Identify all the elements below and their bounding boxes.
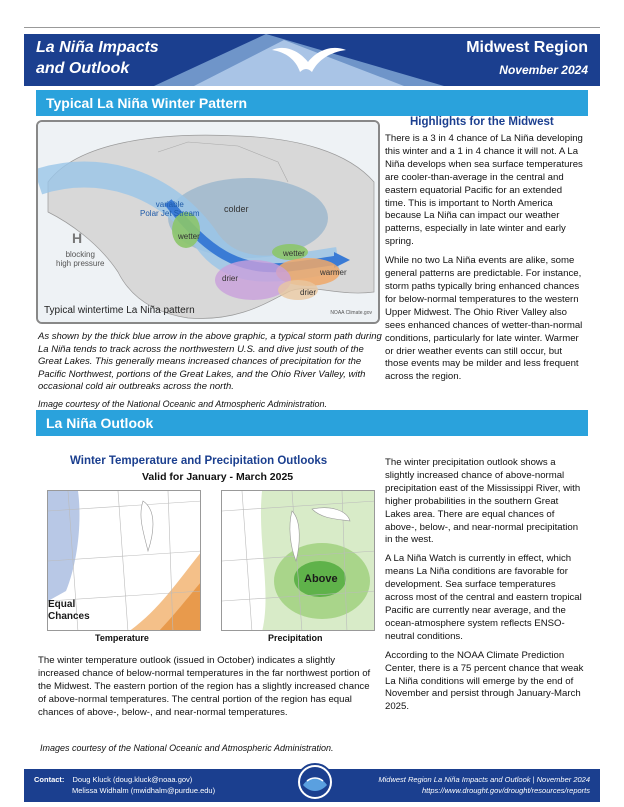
map-caption: Typical wintertime La Niña pattern [44, 305, 195, 316]
pattern-map-graphic [38, 122, 380, 324]
outlook-paragraph-1: The winter precipitation outlook shows a slightly increased chance of above-normal precipitation east of the Mississippi River, with higher probabilities in the southern Great Lakes area. There are equal chances of above-, below-, and near-normal precipitation in the west. [385, 457, 581, 546]
highlights-paragraph-2: While no two La Niña events are alike, some general patterns are predictable. For instance, storm paths typically bring enhanced chances for below-normal temperatures to the western Upper Midwest. The Ohio River Valley also sees enhanced chances of wetter-than-normal conditions, particularly for late winter. Warmer or drier weather events can still occur, but those events may be milder and less frequent across the region. [385, 255, 583, 383]
blocking-high-label: blocking high pressure [56, 250, 105, 268]
highlights-text [385, 133, 585, 390]
la-nina-pattern-map [36, 120, 380, 324]
page-header [24, 34, 600, 86]
region-title: Midwest Region [466, 39, 588, 56]
precipitation-caption: Precipitation [268, 633, 323, 643]
pattern-image-credit: Image courtesy of the National Oceanic and Atmospheric Administration. [38, 399, 327, 409]
above-label: Above [304, 573, 338, 585]
noaa-logo-icon [296, 763, 334, 801]
page-footer [24, 769, 600, 802]
outlook-image-credit: Images courtesy of the National Oceanic and Atmospheric Administration. [40, 743, 334, 753]
section-bar-typical-pattern: Typical La Niña Winter Pattern [36, 90, 588, 116]
header-title [36, 37, 159, 79]
outlook-paragraph-3: According to the NOAA Climate Prediction Center, there is a 75 percent chance that weak La Niña conditions will emerge by the end of November and persist through January-March 2025. [385, 649, 584, 713]
report-date: November 2024 [499, 63, 588, 77]
colder-label: colder [224, 204, 249, 214]
precipitation-outlook-map [221, 490, 375, 631]
section-bar-outlook: La Niña Outlook [36, 410, 588, 436]
contact-label: Contact: [34, 775, 65, 784]
blocking-high-letter: H [72, 230, 83, 246]
jet-stream-label: variable Polar Jet Stream [140, 200, 200, 218]
header-right [466, 37, 588, 79]
outlook-paragraph-2: A La Niña Watch is currently in effect, which means La Niña conditions are favorable for development. Sea surface temperatures across most of the central and eastern tropical Pacific are currently near average, and the ocean-atmosphere system reflects ENSO-neutral conditions. [385, 553, 582, 642]
pattern-caption: As shown by the thick blue arrow in the above graphic, a typical storm path during La Niña tends to track across the northwestern U.S. and dive just south of the Great Lakes. This generally means increased chances of precipitation for the Pacific Northwest, portions of the Great Lakes, and the Ohio River Valley, with occasional cold air outbreaks across the north. [38, 331, 382, 392]
outlook-right-text [385, 457, 585, 720]
drier-south-label: drier [300, 288, 317, 297]
drier-west-label: drier [222, 274, 239, 283]
outlook-title: Winter Temperature and Precipitation Outlooks [70, 455, 328, 467]
warmer-label: warmer [320, 268, 347, 277]
contact-melissa-widhalm[interactable]: Melissa Widhalm (mwidhalm@purdue.edu) [72, 786, 216, 795]
noaa-climate-credit: NOAA Climate.gov [330, 310, 372, 316]
temperature-outlook-text: The winter temperature outlook (issued in October) indicates a slightly increased chance of below-normal temperatures in the far northwest portion of the Midwest. The eastern portion of the region has a slightly increased chance of above-normal temperatures. The central portion of the region has equal chances of above-, below-, and near-normal temperatures. [38, 655, 371, 718]
footer-report-title: Midwest Region La Niña Impacts and Outlook | November 2024 [378, 775, 590, 784]
contact-doug-kluck[interactable]: Doug Kluck (doug.kluck@noaa.gov) [72, 775, 193, 784]
outlook-subtitle: Valid for January - March 2025 [142, 471, 294, 483]
highlights-title: Highlights for the Midwest [410, 116, 554, 128]
equal-chances-label: Equal Chances [48, 599, 90, 622]
temperature-outlook-map [47, 490, 201, 631]
precipitation-map-graphic [222, 491, 375, 631]
wetter-east-label: wetter [283, 249, 305, 258]
footer-report-info [378, 774, 590, 796]
wetter-west-label: wetter [178, 232, 200, 241]
header-title-line1: La Niña Impacts [36, 39, 159, 56]
top-rule [24, 27, 600, 28]
temperature-caption: Temperature [95, 633, 149, 643]
footer-report-url[interactable]: https://www.drought.gov/drought/resources/reports [421, 786, 590, 795]
highlights-paragraph-1: There is a 3 in 4 chance of La Niña developing this winter and a 1 in 4 chance it will not. A La Niña develops when sea surface temperatures are cooler-than-average in the central and eastern equatorial Pacific for an extended time. This is important to North America because La Niña can impact our weather patterns, especially in late winter and early spring. [385, 133, 583, 248]
footer-contacts [34, 774, 215, 796]
header-title-line2: and Outlook [36, 60, 130, 77]
